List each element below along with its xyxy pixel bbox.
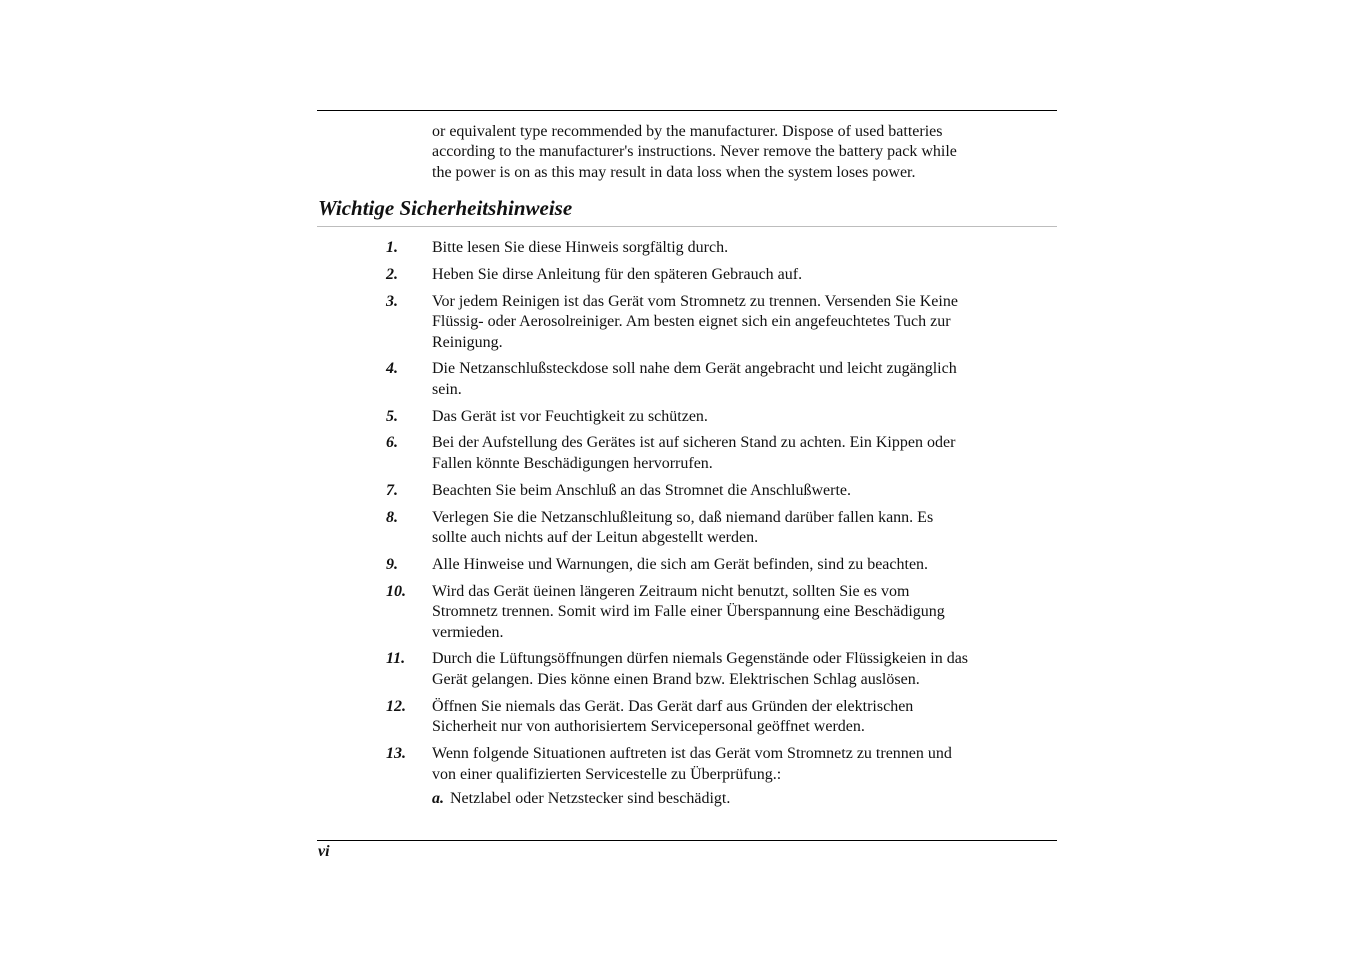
list-item-line: Heben Sie dirse Anleitung für den späteren Gebrauch auf. (432, 265, 803, 283)
top-rule (317, 110, 1057, 111)
list-item (317, 555, 1057, 576)
list-item-line: Beachten Sie beim Anschluß an das Stromnet die Anschlußwerte. (432, 481, 852, 499)
list-item-line: Reinigung. (432, 333, 503, 351)
list-item-line: sollte auch nichts auf der Leitun abgestellt werden. (432, 529, 759, 547)
list-item-line: vermieden. (432, 623, 504, 641)
section-heading: Wichtige Sicherheitshinweise (318, 196, 573, 220)
list-item-line: Die Netzanschlußsteckdose soll nahe dem Gerät angebracht und leicht zugänglich (432, 360, 957, 378)
list-item-number: 11. (386, 650, 406, 668)
intro-line: the power is on as this may result in data loss when the system loses power. (432, 163, 916, 181)
list-item-number: 7. (386, 481, 398, 499)
list-item-line: Bei der Aufstellung des Gerätes ist auf sicheren Stand zu achten. Ein Kippen oder (432, 434, 956, 452)
list-item-text (432, 407, 1057, 428)
list-item-number: 6. (386, 434, 398, 452)
list-item-text (432, 481, 1057, 502)
list-item (317, 238, 1057, 259)
intro-line: according to the manufacturer's instructions. Never remove the battery pack while (432, 143, 957, 161)
document-page (317, 0, 1057, 954)
heading-rule (317, 226, 1057, 227)
page-number: vi (318, 843, 330, 860)
list-item-text (432, 508, 1057, 549)
list-item (317, 744, 1057, 785)
list-item (317, 649, 1057, 690)
list-item-text (432, 582, 1057, 644)
list-item-number: 9. (386, 555, 398, 573)
list-item-number: 2. (386, 265, 398, 283)
list-item-text (432, 697, 1057, 738)
sub-item-letter: a. (432, 790, 444, 807)
list-item (317, 433, 1057, 474)
list-item-number: 1. (386, 239, 398, 256)
intro-line: or equivalent type recommended by the manufacturer. Dispose of used batteries (432, 123, 943, 140)
list-item-number: 12. (386, 697, 406, 715)
list-item-line: sein. (432, 380, 462, 398)
list-item-number: 10. (386, 582, 406, 600)
list-item-line: Durch die Lüftungsöffnungen dürfen niemals Gegenstände oder Flüssigkeien in das (432, 650, 969, 668)
list-item-line: Wenn folgende Situationen auftreten ist das Gerät vom Stromnetz zu trennen und (432, 745, 952, 763)
list-item-text (432, 238, 1057, 259)
intro-paragraph (432, 122, 1057, 183)
sub-list-item (432, 789, 730, 809)
list-item-text (432, 292, 1057, 354)
safety-list (317, 238, 1057, 791)
list-item (317, 265, 1057, 286)
bottom-rule (317, 840, 1057, 841)
list-item-line: Flüssig- oder Aerosolreiniger. Am besten eignet sich ein angefeuchtetes Tuch zur (432, 313, 951, 331)
list-item (317, 359, 1057, 400)
list-item-text (432, 433, 1057, 474)
list-item-line: Sicherheit nur von authorisiertem Servicepersonal geöffnet werden. (432, 718, 865, 736)
list-item-line: Das Gerät ist vor Feuchtigkeit zu schützen. (432, 407, 708, 425)
list-item-line: Gerät gelangen. Dies könne einen Brand bzw. Elektrischen Schlag auslösen. (432, 670, 920, 688)
list-item-text (432, 555, 1057, 576)
list-item-line: Bitte lesen Sie diese Hinweis sorgfältig durch. (432, 239, 729, 256)
list-item-line: Stromnetz trennen. Somit wird im Falle einer Überspannung eine Beschädigung (432, 603, 945, 621)
list-item-number: 5. (386, 407, 398, 425)
list-item-text (432, 649, 1057, 690)
list-item (317, 292, 1057, 354)
list-item-line: Öffnen Sie niemals das Gerät. Das Gerät darf aus Gründen der elektrischen (432, 697, 914, 715)
sub-item-text: Netzlabel oder Netzstecker sind beschädigt. (450, 790, 731, 807)
list-item-number: 8. (386, 508, 398, 526)
list-item-number: 3. (386, 292, 398, 310)
list-item-line: Wird das Gerät üeinen längeren Zeitraum nicht benutzt, sollten Sie es vom (432, 582, 910, 600)
list-item-number: 13. (386, 745, 406, 763)
list-item-line: Verlegen Sie die Netzanschlußleitung so, daß niemand darüber fallen kann. Es (432, 508, 934, 526)
list-item-text (432, 744, 1057, 785)
list-item (317, 407, 1057, 428)
list-item (317, 508, 1057, 549)
list-item-text (432, 359, 1057, 400)
list-item-text (432, 265, 1057, 286)
list-item (317, 697, 1057, 738)
list-item-line: von einer qualifizierten Servicestelle zu Überprüfung.: (432, 765, 782, 783)
list-item-line: Fallen könnte Beschädigungen hervorrufen. (432, 454, 713, 472)
list-item (317, 481, 1057, 502)
list-item-line: Alle Hinweise und Warnungen, die sich am Gerät befinden, sind zu beachten. (432, 555, 929, 573)
list-item-number: 4. (386, 360, 398, 378)
list-item-line: Vor jedem Reinigen ist das Gerät vom Stromnetz zu trennen. Versenden Sie Keine (432, 292, 958, 310)
list-item (317, 582, 1057, 644)
